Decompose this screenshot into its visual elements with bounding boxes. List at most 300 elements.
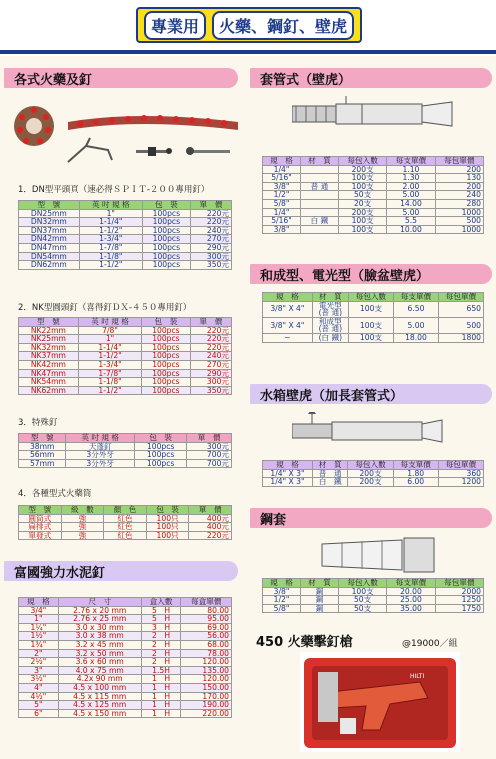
sleeve-cell: 200 [435,165,483,174]
basin-cell: 100支 [348,317,393,333]
special-table-body [19,442,232,468]
sleeve-cell: 5.00 [387,208,435,217]
concrete-cell: 190.00 [181,701,232,710]
sleeve-cell: 20支 [338,199,386,208]
concrete-cell: 3.6 x 60 mm [58,658,141,667]
dn-header-cell: 英 吋 規 格 [79,201,142,210]
table-row [19,666,232,675]
table-row [19,243,232,252]
table-row [263,587,484,596]
steel-cell: 3/8" [263,587,301,596]
dn-header-cell: 單 價 [190,201,231,210]
sleeve-cell: 5.5 [387,217,435,226]
section-title-basin-anchor [250,264,492,284]
concrete-table [18,597,232,718]
nk-cell: 100pcs [142,360,190,369]
sleeve-cell: 1/4" [263,208,301,217]
table-row [19,623,232,632]
powder-header-cell: 顏 色 [104,506,147,515]
tank-cell: 6.00 [393,478,438,487]
title-professional: 專業用 [144,11,206,40]
dn-cell: 1-3/4" [79,235,142,244]
section-title-concrete-nails [4,561,238,581]
basin-cell: 18.00 [393,333,438,342]
concrete-cell: 1 H [141,675,181,684]
basin-table-body [263,301,484,342]
steel-cell: 50支 [338,604,386,613]
concrete-cell: 3 H [141,623,181,632]
sleeve-cell: 50支 [338,191,386,200]
powder-cell: 紅色 [104,531,147,540]
dn-cell: DN54mm [19,252,80,261]
powder-cell: 100只 [146,523,189,532]
special-cell: 天蓬釘 [66,442,135,451]
dn-cell: DN47mm [19,243,80,252]
steel-header-cell: 每包入數 [338,579,386,588]
sleeve-cell [300,174,338,183]
concrete-cell: 2" [19,649,59,658]
concrete-cell: 2.76 x 20 mm [58,606,141,615]
concrete-table-body [19,606,232,718]
concrete-cell: 5 H [141,615,181,624]
steel-cell: 1250 [435,596,483,605]
concrete-cell: 2 H [141,632,181,641]
basin-cell: (白 鐵) [312,333,348,342]
basin-cell: 650 [438,301,483,317]
table-row [263,301,484,317]
basin-cell: 5.00 [393,317,438,333]
dn-header-cell: 型 號 [19,201,80,210]
tank-cell: 1.80 [393,469,438,478]
tank-cell: 1/4" X 3" [263,478,313,487]
sleeve-cell: 1.10 [387,165,435,174]
nk-cell: 1-1/2" [78,352,141,361]
concrete-cell: 1 H [141,709,181,718]
table-row [19,683,232,692]
table-row [19,378,232,387]
sleeve-header-cell: 材 質 [300,157,338,166]
powder-cell: 100只 [146,514,189,523]
concrete-cell: 1.5H [141,666,181,675]
sleeve-cell: 100支 [338,182,386,191]
sleeve-cell: 5/8" [263,199,301,208]
concrete-cell: 69.00 [181,623,232,632]
concrete-cell: 68.00 [181,640,232,649]
powder-table [18,505,232,540]
powder-cell: 強 [61,523,104,532]
table-row [263,174,484,183]
dn-cell: 350元 [190,261,231,270]
steel-sleeve-sketch [312,534,452,576]
nk-cell: 100pcs [142,378,190,387]
svg-text:HILTI: HILTI [410,673,425,680]
section-title-text: 富國強力水泥釘 [14,565,106,581]
sleeve-cell: 1000 [435,208,483,217]
nk-cell: 100pcs [142,352,190,361]
nails-sketch [8,98,240,168]
nk-cell: 1-1/4" [78,343,141,352]
table-row [263,596,484,605]
concrete-cell: 1½" [19,632,59,641]
sleeve-table-body [263,165,484,234]
dn-cell: 100pcs [142,226,190,235]
table-row [19,218,232,227]
table-row [19,360,232,369]
concrete-cell: 1¾" [19,640,59,649]
nk-caption: 2．NK型圓頭釘（喜得釘ＤＸ-４５０專用釘） [18,303,192,313]
powder-header-cell: 包 裝 [146,506,189,515]
special-table [18,433,232,468]
special-cell: 3分外牙 [66,451,135,460]
concrete-header-cell: 盒入數 [141,598,181,607]
special-caption: 3．特殊釘 [18,418,58,428]
concrete-header-cell: 規 格 [19,598,59,607]
dn-cell: 100pcs [142,218,190,227]
concrete-cell: 3" [19,666,59,675]
concrete-cell: 2 H [141,640,181,649]
basin-cell: ~ [263,333,313,342]
dn-cell: 220元 [190,209,231,218]
sleeve-cell: 240 [435,191,483,200]
special-cell: 700元 [187,459,232,468]
concrete-cell: 1 H [141,683,181,692]
special-cell: 57mm [19,459,66,468]
tank-cell: 200支 [348,469,393,478]
special-cell: 100pcs [135,442,187,451]
nk-table [18,317,232,395]
section-title-powder-nails [4,68,238,88]
concrete-cell: 1 H [141,701,181,710]
sleeve-cell: 100支 [338,217,386,226]
concrete-cell: 2 H [141,658,181,667]
nk-cell: 300元 [190,378,231,387]
dn-cell: 300元 [190,252,231,261]
basin-cell: 3/8" X 4" [263,317,313,333]
basin-cell: 和成型 (普 通) [312,317,348,333]
special-cell: 3分外牙 [66,459,135,468]
sleeve-cell: 10.00 [387,225,435,234]
concrete-table-header [19,598,232,607]
nk-table-body [19,326,232,395]
title-products: 火藥、鋼釘、壁虎 [212,11,354,40]
nk-cell: 1-7/8" [78,369,141,378]
ceiling-nail-icon [68,138,112,162]
concrete-cell: 6" [19,709,59,718]
tank-cell: 1/4" X 3" [263,469,313,478]
nk-cell: 100pcs [142,369,190,378]
concrete-cell: 1 H [141,692,181,701]
nk-header-cell: 單 價 [190,318,231,327]
concrete-cell: 4.5 x 150 mm [58,709,141,718]
special-cell: 300元 [187,442,232,451]
nk-cell: 290元 [190,369,231,378]
table-row [263,191,484,200]
special-cell: 56mm [19,451,66,460]
nk-cell: NK42mm [19,360,79,369]
nk-cell: 1-1/8" [78,378,141,387]
sleeve-anchor-sketch [292,96,482,146]
concrete-cell: 3.0 x 30 mm [58,623,141,632]
section-title-text: 套管式（壁虎） [260,72,352,88]
powder-cell: 圓筒式 [19,514,62,523]
dn-cell: DN32mm [19,218,80,227]
dn-cell: DN37mm [19,226,80,235]
basin-cell: 3/8" X 4" [263,301,313,317]
sleeve-cell: 1000 [435,225,483,234]
sleeve-cell: 白 鐵 [300,217,338,226]
powder-caption: 4．各種型式火藥筒 [18,489,92,499]
table-row [19,709,232,718]
table-row [263,478,484,487]
special-header-cell: 型 號 [19,434,66,443]
concrete-cell: 4.0 x 75 mm [58,666,141,675]
steel-table-body [263,587,484,613]
powder-cell: 強 [61,531,104,540]
concrete-cell: 4.2x 90 mm [58,675,141,684]
table-row [263,199,484,208]
table-row [263,333,484,342]
steel-table [262,578,484,613]
steel-header-cell: 規 格 [263,579,301,588]
special-header-cell: 包 裝 [135,434,187,443]
nk-header-cell: 型 號 [19,318,79,327]
dn-table-body [19,209,232,269]
tank-header-cell: 每包入數 [348,461,393,470]
sleeve-cell: 3/8" [263,182,301,191]
powder-cell: 強 [61,514,104,523]
powder-table-header [19,506,232,515]
header-divider [0,50,496,54]
table-row [19,632,232,641]
section-title-text: 鋼套 [260,512,287,528]
steel-cell: 1750 [435,604,483,613]
nk-cell: 220元 [190,326,231,335]
sleeve-table-header [263,157,484,166]
sleeve-cell: 2.00 [387,182,435,191]
basin-header-cell: 規 格 [263,293,313,302]
dn-cell: 1-1/2" [79,261,142,270]
nk-cell: NK25mm [19,335,79,344]
concrete-cell: 135.00 [181,666,232,675]
dn-cell: DN25mm [19,209,80,218]
concrete-cell: 3.0 x 38 mm [58,632,141,641]
concrete-header-cell: 尺 寸 [58,598,141,607]
nk-cell: 270元 [190,360,231,369]
concrete-cell: 4½" [19,692,59,701]
nk-cell: 220元 [190,335,231,344]
table-row [263,217,484,226]
dn-cell: 100pcs [142,243,190,252]
basin-table [262,292,484,343]
dn-cell: DN42mm [19,235,80,244]
concrete-cell: 80.00 [181,606,232,615]
dn-cell: 1-1/8" [79,252,142,261]
powder-header-cell: 型 號 [19,506,62,515]
concrete-cell: 2.76 x 25 mm [58,615,141,624]
steel-header-cell: 每包單價 [435,579,483,588]
sleeve-cell: 130 [435,174,483,183]
sleeve-cell: 100支 [338,174,386,183]
concrete-cell: 3.2 x 50 mm [58,649,141,658]
concrete-cell: 78.00 [181,649,232,658]
nk-header-cell: 英 吋 規 格 [78,318,141,327]
table-row [263,182,484,191]
nk-cell: NK37mm [19,352,79,361]
powder-cell: 220元 [189,531,232,540]
concrete-cell: 4.5 x 115 mm [58,692,141,701]
steel-cell: 1/2" [263,596,301,605]
basin-cell: 100支 [348,301,393,317]
dn-cell: 1-1/4" [79,218,142,227]
nk-cell: 7/8" [78,326,141,335]
steel-header-cell: 每支單價 [387,579,435,588]
basin-table-header [263,293,484,302]
steel-cell: 鋼 [300,604,338,613]
concrete-cell: 4" [19,683,59,692]
powder-header-cell: 級 數 [61,506,104,515]
dn-cell: 100pcs [142,261,190,270]
tank-table [262,460,484,487]
tank-cell: 普 通 [312,469,347,478]
sleeve-cell [300,199,338,208]
powder-header-cell: 單 價 [189,506,232,515]
table-row [263,604,484,613]
sleeve-cell: 14.00 [387,199,435,208]
nk-cell: NK22mm [19,326,79,335]
table-row [19,459,232,468]
sleeve-table [262,156,484,234]
dn-header-cell: 包 裝 [142,201,190,210]
steel-table-header [263,579,484,588]
tank-table-body [263,469,484,486]
steel-cell: 35.00 [387,604,435,613]
section-title-tank-anchor [250,384,492,404]
concrete-header-cell: 每盒單價 [181,598,232,607]
steel-cell: 5/8" [263,604,301,613]
tank-table-header [263,461,484,470]
special-table-header [19,434,232,443]
basin-cell: 500 [438,317,483,333]
tank-header-cell: 每支單價 [393,461,438,470]
dn-cell: 290元 [190,243,231,252]
dn-cell: 100pcs [142,235,190,244]
nk-cell: 1-1/2" [78,386,141,395]
dn-cell: DN62mm [19,261,80,270]
nk-cell: NK54mm [19,378,79,387]
steel-cell: 50支 [338,596,386,605]
powder-cell: 400元 [189,523,232,532]
powder-cell: 紅色 [104,514,147,523]
nk-cell: 350元 [190,386,231,395]
concrete-cell: 2½" [19,658,59,667]
sleeve-cell: 1.30 [387,174,435,183]
concrete-cell: 4.5 x 100 mm [58,683,141,692]
table-row [19,335,232,344]
table-row [19,261,232,270]
page-title [136,7,362,43]
nk-cell: 220元 [190,343,231,352]
concrete-cell: 3/4" [19,606,59,615]
table-row [19,386,232,395]
basin-header-cell: 每支單價 [393,293,438,302]
concrete-cell: 95.00 [181,615,232,624]
sleeve-cell: 3/8" [263,225,301,234]
table-row [19,531,232,540]
sleeve-cell: 200 [435,182,483,191]
concrete-cell: 220.00 [181,709,232,718]
special-cell: 700元 [187,451,232,460]
tank-header-cell: 每包單價 [438,461,483,470]
tank-header-cell: 材 質 [312,461,347,470]
special-cell: 38mm [19,442,66,451]
sleeve-cell [300,225,338,234]
table-row [19,615,232,624]
dn-cell: 270元 [190,235,231,244]
tank-cell: 200支 [348,478,393,487]
section-title-steel-sleeve [250,508,492,528]
dn-cell: 100pcs [142,252,190,261]
powder-cell: 單發式 [19,531,62,540]
concrete-cell: 120.00 [181,658,232,667]
nk-cell: NK47mm [19,369,79,378]
concrete-cell: 5 H [141,606,181,615]
sleeve-header-cell: 每包入數 [338,157,386,166]
dn-table-header [19,201,232,210]
basin-cell: 6.50 [393,301,438,317]
concrete-cell: 3½" [19,675,59,684]
sleeve-cell: 100支 [338,225,386,234]
nk-header-cell: 包 裝 [142,318,190,327]
table-row [19,523,232,532]
sleeve-header-cell: 規 格 [263,157,301,166]
steel-header-cell: 材 質 [300,579,338,588]
steel-cell: 鋼 [300,596,338,605]
sleeve-cell: 5/16" [263,174,301,183]
dn-cell: 100pcs [142,209,190,218]
nk-cell: 100pcs [142,386,190,395]
table-row [19,451,232,460]
sleeve-cell: 200支 [338,165,386,174]
table-row [19,649,232,658]
concrete-cell: 170.00 [181,692,232,701]
section-title-sleeve-anchor [250,68,492,88]
basin-cell: 100支 [348,333,393,342]
nail-gun-image [300,652,460,752]
sleeve-cell: 500 [435,217,483,226]
section-title-text: 水箱壁虎（加長套管式） [260,388,404,404]
sleeve-cell [300,165,338,174]
dn-cell: 1-7/8" [79,243,142,252]
sleeve-cell: 5.00 [387,191,435,200]
sleeve-cell: 200支 [338,208,386,217]
powder-cell: 扁排式 [19,523,62,532]
powder-cell: 紅色 [104,523,147,532]
nk-cell: 1-3/4" [78,360,141,369]
sleeve-cell: 280 [435,199,483,208]
basin-cell: 1800 [438,333,483,342]
concrete-cell: 3.2 x 45 mm [58,640,141,649]
steel-cell: 100支 [338,587,386,596]
special-header-cell: 單 價 [187,434,232,443]
tank-anchor-sketch [292,412,472,452]
steel-cell: 20.00 [387,587,435,596]
powder-cell: 100只 [146,531,189,540]
basin-header-cell: 每包單價 [438,293,483,302]
dn-cell: 220元 [190,218,231,227]
nk-cell: 240元 [190,352,231,361]
table-row [263,317,484,333]
concrete-cell: 4.5 x 125 mm [58,701,141,710]
